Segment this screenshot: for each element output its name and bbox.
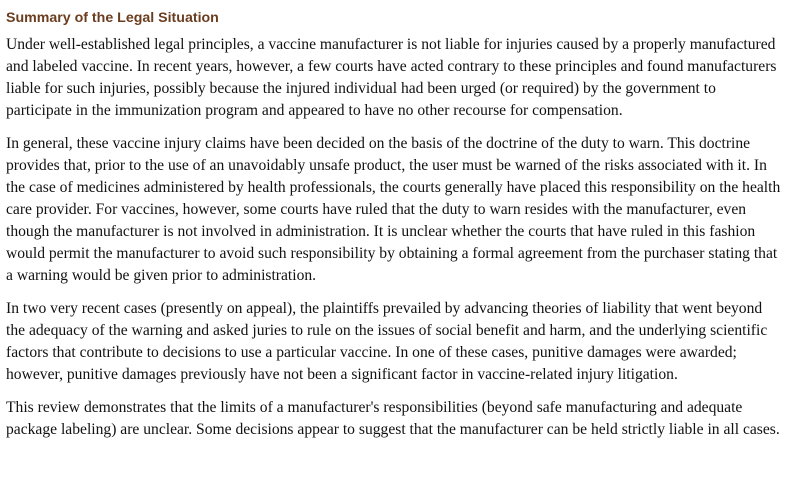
section-title: Summary of the Legal Situation (6, 10, 219, 26)
paragraph-liability-principles: Under well-established legal principles, a vaccine manufacturer is not liable for injuries caused by a properly manufactured and labeled vaccine. In recent years, however, a few courts have acted contrary to these principles and found manufacturers liable for such injuries, possibly because the injured individual had been urged (or required) by the government to participate in the immunization program and appeared to have no other recourse for compensation. (6, 36, 777, 119)
paragraph-duty-to-warn: In general, these vaccine injury claims have been decided on the basis of the doctrine of the duty to warn. This doctrine provides that, prior to the use of an unavoidably unsafe product, the user must be warned of the risks associated with it. In the case of medicines administered by health professionals, the courts generally have placed this responsibility on the health care provider. For vaccines, however, some courts have ruled that the duty to warn resides with the manufacturer, even though the manufacturer is not involved in administration. It is unclear whether the courts that have ruled in this fashion would permit the manufacturer to avoid such responsibility by obtaining a formal agreement from the purchaser stating that a warning would be given prior to administration. (6, 135, 781, 284)
paragraph-recent-cases: In two very recent cases (presently on appeal), the plaintiffs prevailed by advancing theories of liability that went beyond the adequacy of the warning and asked juries to rule on the issues of social benefit and harm, and the underlying scientific factors that contribute to decisions to use a particular vaccine. In one of these cases, punitive damages were awarded; however, punitive damages previously have not been a significant factor in vaccine-related injury litigation. (6, 300, 768, 383)
paragraph-review-conclusion: This review demonstrates that the limits of a manufacturer's responsibilities (beyond safe manufacturing and adequate package labeling) are unclear. Some decisions appear to suggest that the manufacturer can be held strictly liable in all cases. (6, 399, 780, 438)
